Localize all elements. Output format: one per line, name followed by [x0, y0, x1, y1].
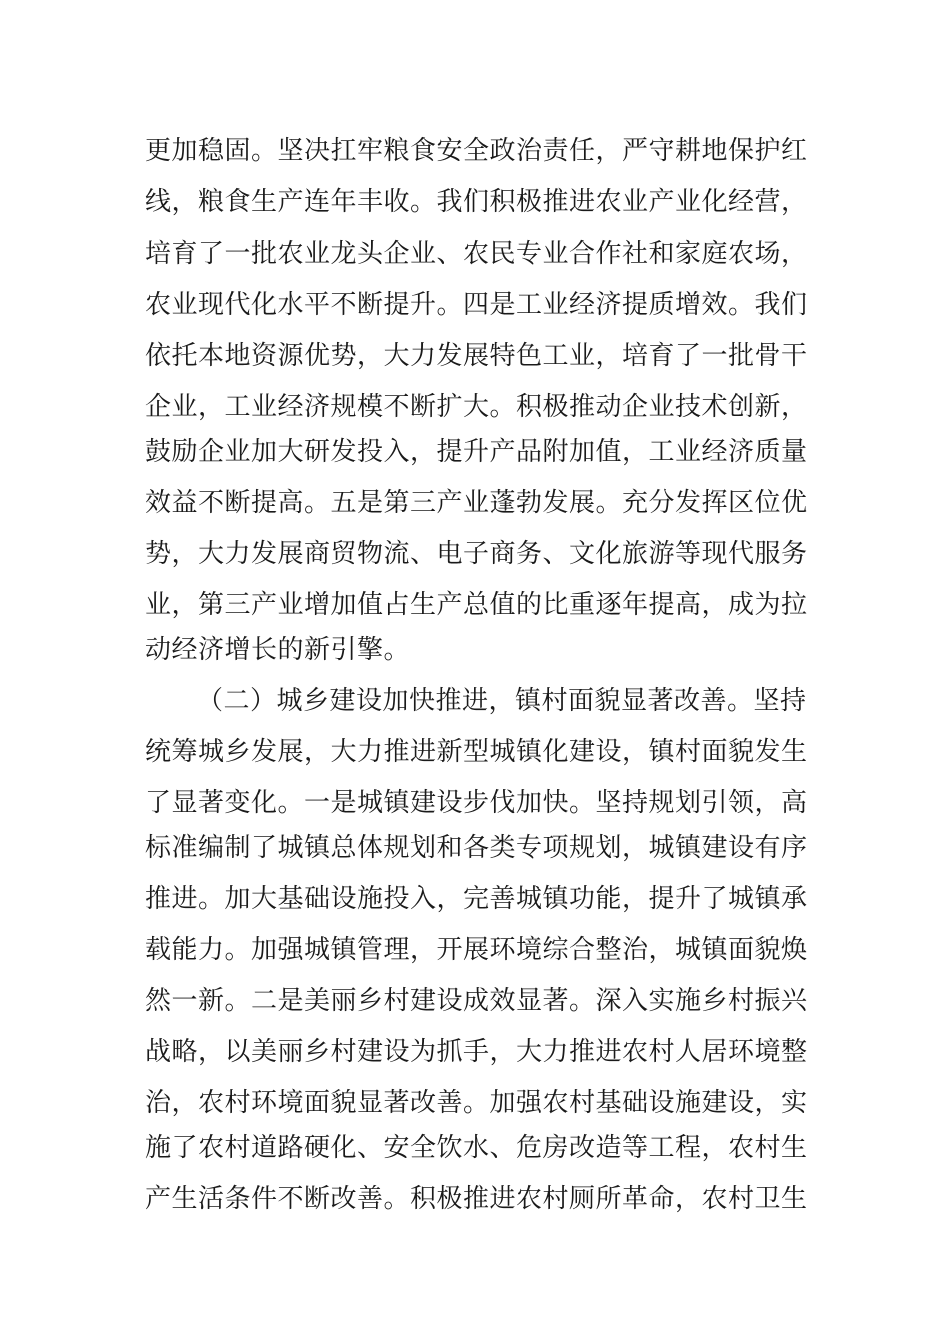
text-line: 企业，工业经济规模不断扩大。积极推动企业技术创新，	[145, 392, 808, 422]
text-line: 推进。加大基础设施投入，完善城镇功能，提升了城镇承	[145, 884, 808, 914]
text-line: 培育了一批农业龙头企业、农民专业合作社和家庭农场，	[145, 239, 808, 269]
text-line: 效益不断提高。五是第三产业蓬勃发展。充分发挥区位优	[145, 488, 808, 518]
text-line: 更加稳固。坚决扛牢粮食安全政治责任，严守耕地保护红	[145, 136, 808, 166]
text-line: 治，农村环境面貌显著改善。加强农村基础设施建设，实	[145, 1088, 808, 1118]
section-heading-line: （二）城乡建设加快推进，镇村面貌显著改善。坚持	[197, 686, 807, 716]
text-line: 依托本地资源优势，大力发展特色工业，培育了一批骨干	[145, 341, 808, 371]
text-line: 势，大力发展商贸物流、电子商务、文化旅游等现代服务	[145, 539, 808, 569]
text-line: 载能力。加强城镇管理，开展环境综合整治，城镇面貌焕	[145, 935, 808, 965]
text-line: 农业现代化水平不断提升。四是工业经济提质增效。我们	[145, 290, 808, 320]
text-line: 线，粮食生产连年丰收。我们积极推进农业产业化经营，	[145, 187, 808, 217]
text-line: 业，第三产业增加值占生产总值的比重逐年提高，成为拉	[145, 590, 808, 620]
text-line: 战略，以美丽乡村建设为抓手，大力推进农村人居环境整	[145, 1037, 808, 1067]
text-line: 鼓励企业加大研发投入，提升产品附加值，工业经济质量	[145, 437, 808, 467]
text-line: 施了农村道路硬化、安全饮水、危房改造等工程，农村生	[145, 1133, 808, 1163]
text-line: 统筹城乡发展，大力推进新型城镇化建设，镇村面貌发生	[145, 737, 808, 767]
text-line: 标准编制了城镇总体规划和各类专项规划，城镇建设有序	[145, 833, 808, 863]
text-line: 了显著变化。一是城镇建设步伐加快。坚持规划引领，高	[145, 788, 808, 818]
text-line: 然一新。二是美丽乡村建设成效显著。深入实施乡村振兴	[145, 986, 808, 1016]
text-line: 动经济增长的新引擎。	[145, 635, 411, 665]
text-line: 产生活条件不断改善。积极推进农村厕所革命，农村卫生	[145, 1184, 808, 1214]
